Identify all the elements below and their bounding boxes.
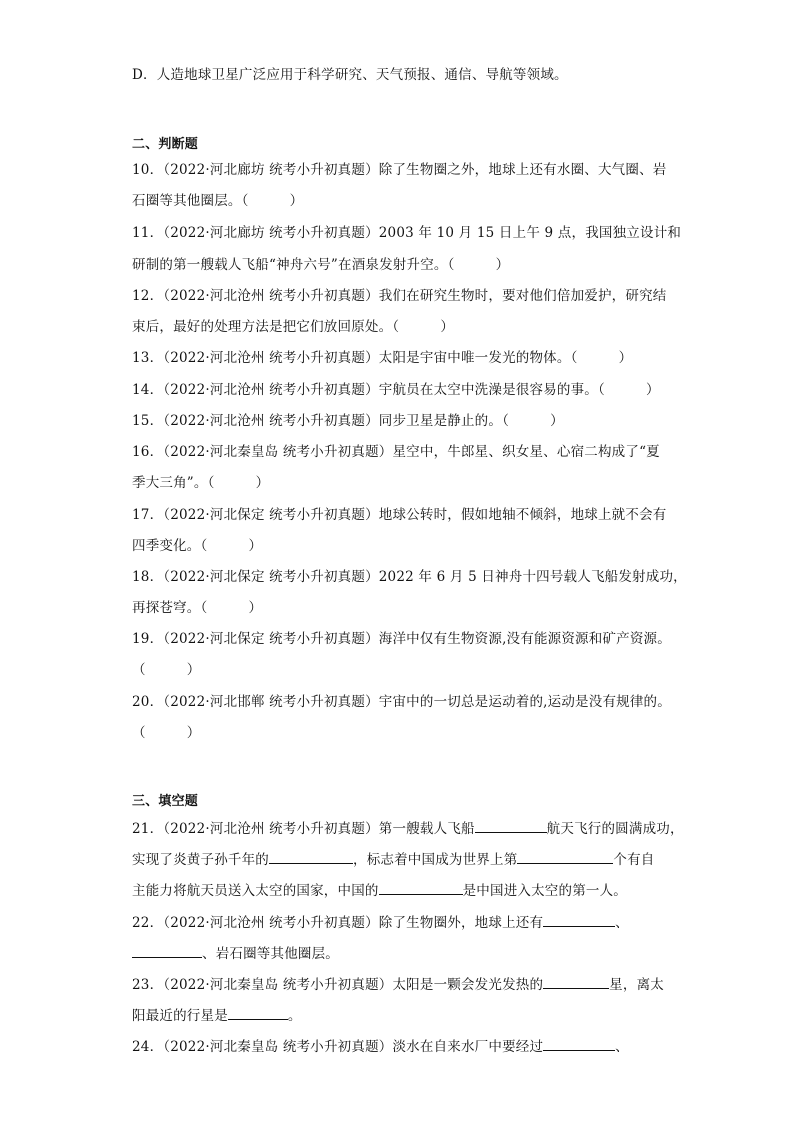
question-20-line-1: 20．（2022·河北邯郸 统考小升初真题）宇宙中的一切总是运动着的,运动是没有规律的。 (132, 694, 671, 710)
q24-blank-1[interactable] (543, 1036, 615, 1051)
q21-text-d: ，标志着中国成为世界上第 (353, 852, 518, 868)
q23-text-b: 星，离太 (609, 977, 664, 993)
q21-text-c: 实现了炎黄子孙千年的 (132, 852, 269, 868)
q21-text-g: 是中国进入太空的第一人。 (462, 883, 628, 899)
section-heading-fill-blank: 三、填空题 (132, 794, 199, 809)
question-21-line-3 (132, 880, 627, 900)
question-10-line-2: 石圈等其他圈层。（ ） (132, 193, 304, 209)
question-16-line-1: 16．（2022·河北秦皇岛 统考小升初真题）星空中，牛郎星、织女星、心宿二构成了“夏 (132, 444, 660, 460)
q23-text-c: 阳最近的行星是 (132, 1008, 228, 1024)
q24-text-b: 、 (615, 1039, 629, 1055)
q23-blank-2[interactable] (228, 1005, 288, 1020)
q21-blank-3[interactable] (517, 849, 613, 864)
question-20-line-2: （ ） (132, 725, 201, 741)
question-23-line-2 (132, 1005, 302, 1025)
question-10-line-1: 10．（2022·河北廊坊 统考小升初真题）除了生物圈之外，地球上还有水圈、大气圈、岩 (132, 162, 667, 178)
question-19-line-2: （ ） (132, 662, 201, 678)
q22-text-a: 22．（2022·河北沧州 统考小升初真题）除了生物圈外，地球上还有 (132, 915, 544, 931)
question-19-line-1: 19．（2022·河北保定 统考小升初真题）海洋中仅有生物资源,没有能源资源和矿产资源。 (132, 631, 671, 647)
q21-text-f: 主能力将航天员送入太空的国家，中国的 (132, 883, 379, 899)
question-11-line-1: 11．（2022·河北廊坊 统考小升初真题）2003 年 10 月 15 日上午 9 点，我国独立设计和 (132, 225, 682, 241)
q21-text-e: 个有自 (613, 852, 655, 868)
question-17-line-2: 四季变化。（ ） (132, 538, 263, 554)
question-22-line-1 (132, 912, 629, 932)
q21-blank-2[interactable] (269, 849, 353, 864)
q22-text-b: 、 (615, 915, 629, 931)
question-13: 13．（2022·河北沧州 统考小升初真题）太阳是宇宙中唯一发光的物体。（ ） (132, 350, 633, 366)
q24-text-a: 24．（2022·河北秦皇岛 统考小升初真题）淡水在自来水厂中要经过 (132, 1039, 544, 1055)
q21-text-a: 21．（2022·河北沧州 统考小升初真题）第一艘载人飞船 (132, 821, 475, 837)
question-23-line-1 (132, 974, 664, 994)
option-d: D．人造地球卫星广泛应用于科学研究、天气预报、通信、导航等领域。 (132, 67, 568, 83)
q21-blank-1[interactable] (475, 818, 547, 833)
question-22-line-2 (132, 943, 339, 963)
q21-blank-4[interactable] (379, 880, 463, 895)
question-14: 14．（2022·河北沧州 统考小升初真题）宇航员在太空中洗澡是很容易的事。（ ） (132, 382, 660, 398)
question-18-line-2: 再探苍穹。（ ） (132, 600, 263, 616)
question-15: 15．（2022·河北沧州 统考小升初真题）同步卫星是静止的。（ ） (132, 413, 564, 429)
question-12-line-1: 12．（2022·河北沧州 统考小升初真题）我们在研究生物时，要对他们倍加爱护，研究结 (132, 288, 667, 304)
q22-blank-2[interactable] (132, 943, 202, 958)
q22-text-c: 、岩石圈等其他圈层。 (202, 946, 339, 962)
q23-text-d: 。 (287, 1008, 302, 1024)
q23-text-a: 23．（2022·河北秦皇岛 统考小升初真题）太阳是一颗会发光发热的 (132, 977, 544, 993)
q22-blank-1[interactable] (543, 912, 615, 927)
question-16-line-2: 季大三角”。（ ） (132, 475, 270, 491)
question-24-line-1 (132, 1036, 629, 1056)
question-17-line-1: 17．（2022·河北保定 统考小升初真题）地球公转时，假如地轴不倾斜，地球上就不会有 (132, 507, 667, 523)
section-heading-judgement: 二、判断题 (132, 137, 199, 152)
question-12-line-2: 束后，最好的处理方法是把它们放回原处。（ ） (132, 319, 455, 335)
question-18-line-1: 18．（2022·河北保定 统考小升初真题）2022 年 6 月 5 日神舟十四号载人飞船发射成功， (132, 569, 687, 585)
question-21-line-1 (132, 818, 684, 838)
question-21-line-2 (132, 849, 655, 869)
question-11-line-2: 研制的第一艘载人飞船“神舟六号”在酒泉发射升空。（ ） (132, 257, 510, 273)
q23-blank-1[interactable] (543, 974, 609, 989)
q21-text-b: 航天飞行的圆满成功， (546, 821, 684, 837)
